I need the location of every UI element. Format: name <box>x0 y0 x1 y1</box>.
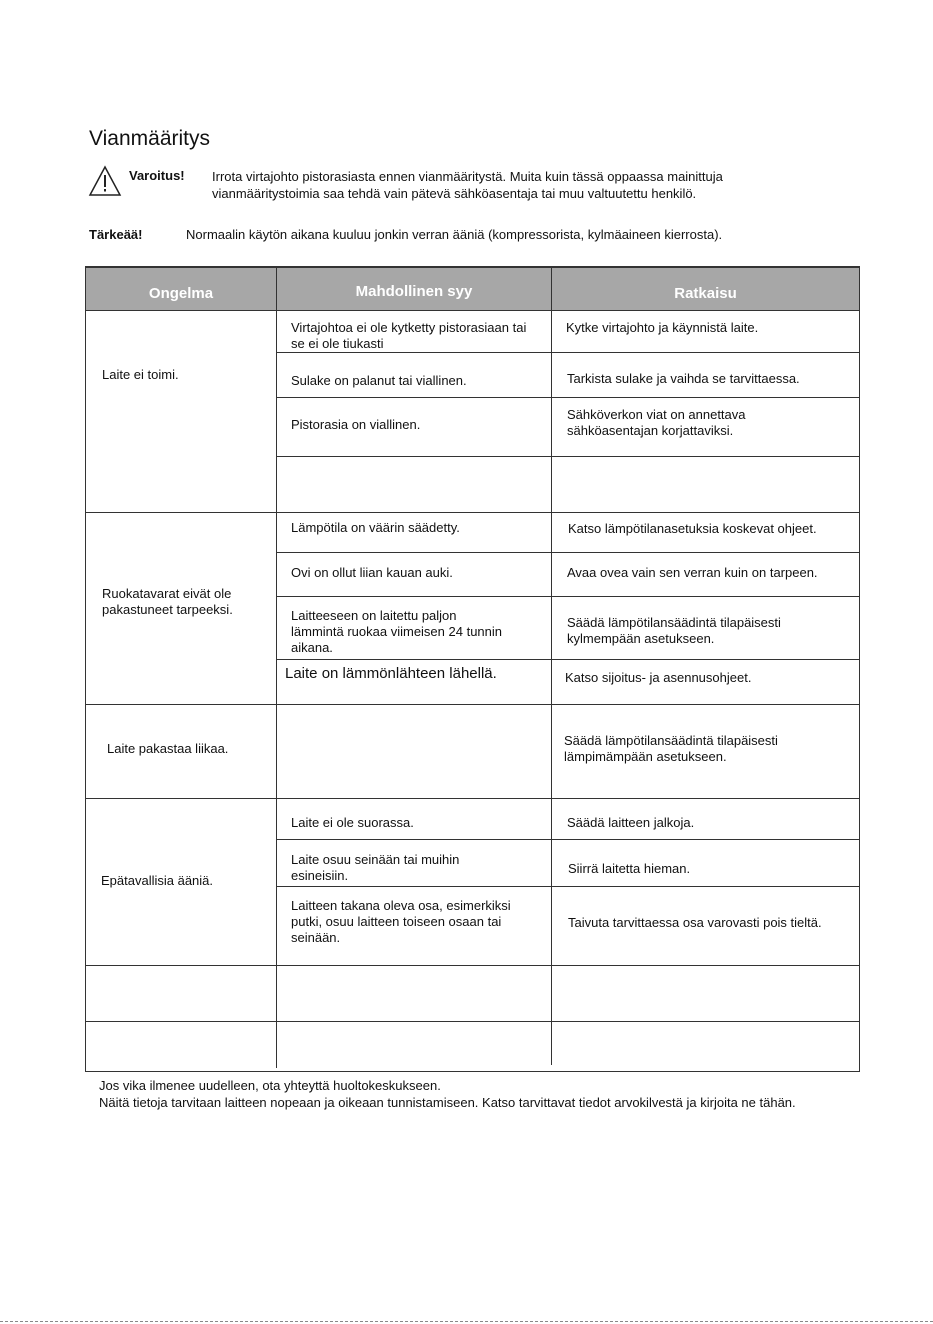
page-bottom-rule <box>0 1321 933 1323</box>
row-divider <box>86 965 859 966</box>
footer-note: Jos vika ilmenee uudelleen, ota yhteyttä huoltokeskukseen. Näitä tietoja tarvitaan laitteen nopeaan ja oikeaan tunnistamiseen. Katso tarvittavat tiedot arvokilvestä ja kirjoita ne tähän. <box>99 1078 796 1110</box>
problem-cell: Ruokatavarat eivät ole pakastuneet tarpeeksi. <box>102 586 233 617</box>
warning-triangle-icon <box>88 165 122 197</box>
column-divider <box>551 267 552 1065</box>
important-label: Tärkeää! <box>89 227 143 242</box>
solution-cell: Katso lämpötilanasetuksia koskevat ohjeet. <box>568 521 817 536</box>
solution-cell: Kytke virtajohto ja käynnistä laite. <box>566 320 759 335</box>
row-divider <box>277 659 859 660</box>
column-divider <box>276 267 277 1068</box>
problem-cell: Laite ei toimi. <box>102 367 179 382</box>
cause-cell: Ovi on ollut liian kauan auki. <box>291 565 453 580</box>
row-divider <box>86 1021 859 1022</box>
solution-cell: Katso sijoitus- ja asennusohjeet. <box>565 670 752 685</box>
cause-cell: Virtajohtoa ei ole kytketty pistorasiaan tai se ei ole tiukasti <box>291 320 527 351</box>
header-solution: Ratkaisu <box>674 285 737 302</box>
solution-cell: Siirrä laitetta hieman. <box>568 861 691 876</box>
row-divider <box>277 886 859 887</box>
row-divider <box>277 552 859 553</box>
row-divider <box>277 456 859 457</box>
cause-cell: Pistorasia on viallinen. <box>291 417 421 432</box>
solution-cell: Avaa ovea vain sen verran kuin on tarpeen. <box>567 565 818 580</box>
page-title: Vianmääritys <box>89 127 210 150</box>
cause-cell: Sulake on palanut tai viallinen. <box>291 373 467 388</box>
important-text: Normaalin käytön aikana kuuluu jonkin verran ääniä (kompressorista, kylmäaineen kierrosta). <box>186 227 723 242</box>
row-divider <box>86 798 859 799</box>
warning-label: Varoitus! <box>129 168 185 183</box>
header-problem: Ongelma <box>148 285 214 302</box>
cause-cell: Lämpötila on väärin säädetty. <box>291 520 460 535</box>
cause-cell: Laite on lämmönlähteen lähellä. <box>285 665 497 682</box>
solution-cell: Sähköverkon viat on annettava sähköasentajan korjattaviksi. <box>567 407 746 438</box>
cause-cell: Laite osuu seinään tai muihin esineisiin. <box>291 852 460 883</box>
row-divider <box>86 704 859 705</box>
solution-cell: Säädä laitteen jalkoja. <box>567 815 695 830</box>
cause-cell: Laitteen takana oleva osa, esimerkiksi putki, osuu laitteen toiseen osaan tai seinään. <box>291 898 511 945</box>
problem-cell: Laite pakastaa liikaa. <box>107 741 229 756</box>
row-divider <box>86 310 859 311</box>
cause-cell: Laitteeseen on laitettu paljon lämmintä ruokaa viimeisen 24 tunnin aikana. <box>291 608 502 655</box>
solution-cell: Säädä lämpötilansäädintä tilapäisesti lämpimämpään asetukseen. <box>564 733 778 764</box>
warning-text: Irrota virtajohto pistorasiasta ennen vianmääritystä. Muita kuin tässä oppaassa mainittuja vianmääritystoimia saa tehdä vain pätevä sähköasentaja tai muu valtuutettu henkilö. <box>212 169 723 201</box>
problem-cell: Epätavallisia ääniä. <box>101 873 214 888</box>
solution-cell: Tarkista sulake ja vaihda se tarvittaessa. <box>567 371 800 386</box>
row-divider <box>277 596 859 597</box>
cause-cell: Laite ei ole suorassa. <box>291 815 414 830</box>
row-divider <box>86 512 859 513</box>
row-divider <box>277 397 859 398</box>
header-cause: Mahdollinen syy <box>355 283 473 300</box>
solution-cell: Säädä lämpötilansäädintä tilapäisesti kylmempään asetukseen. <box>567 615 781 646</box>
row-divider <box>277 352 859 353</box>
row-divider <box>277 839 859 840</box>
solution-cell: Taivuta tarvittaessa osa varovasti pois tieltä. <box>568 915 822 930</box>
